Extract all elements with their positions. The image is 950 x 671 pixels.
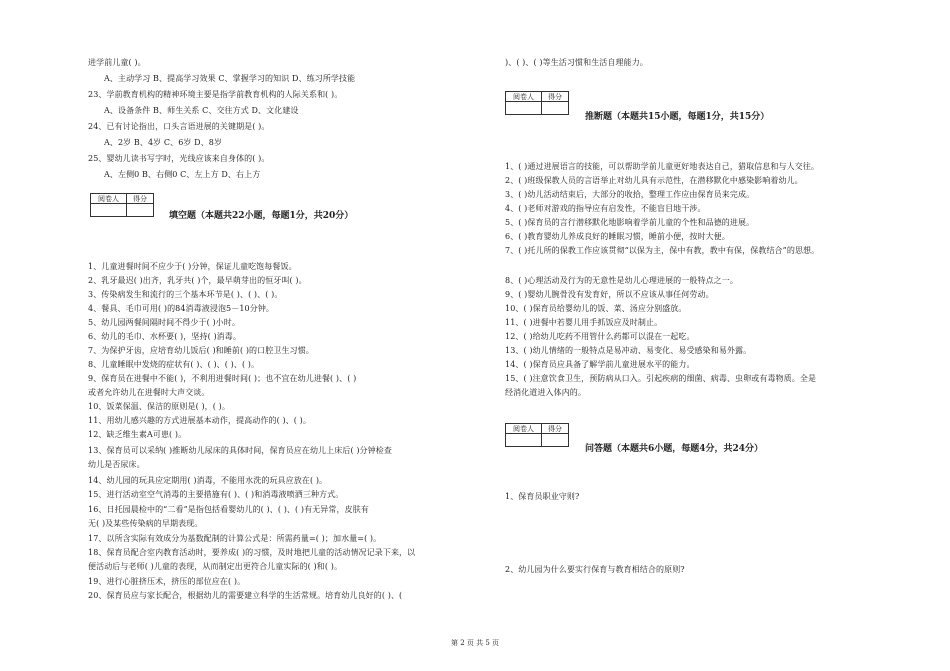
fill-item: 15、进行活动室空气消毒的主要措施有( )、( )和消毒液喷洒三种方式。 (88, 490, 344, 499)
grader-label: 阅卷人 (506, 92, 542, 102)
question-line: 25、婴幼儿读书写字时，光线应该来自身体的( )。 (88, 154, 270, 163)
section-title-qa: 问答题（本题共6小题，每题4分，共24分） (585, 444, 764, 454)
fill-item: 18、保育员配合室内教育活动时，要养成( )的习惯，及时地把儿童的活动情况记录下来，以 (88, 548, 416, 557)
judge-item: 11、( )进餐中若婴儿用手抓饭应及时制止。 (505, 318, 663, 327)
answer-options: A、设备条件 B、师生关系 C、交往方式 D、文化建设 (104, 106, 299, 115)
grader-label: 阅卷人 (91, 194, 127, 204)
score-box (90, 193, 154, 217)
qa-item: 1、保育员职业守则? (505, 492, 580, 501)
judge-item: 9、( )婴幼儿腕骨没有发育好，所以不应该从事任何劳动。 (505, 290, 714, 299)
judge-item: 8、( )心理活动及行为的无意性是幼儿心理进展的一般特点之一。 (505, 276, 738, 285)
fill-item: 9、保育员在进餐中不能( )，不利用进餐时间( )；也不宜在幼儿进餐( )、( ) (88, 374, 357, 383)
question-line: 23、学前教育机构的精神环境主要是指学前教育机构的人际关系和( )。 (88, 90, 343, 99)
fill-item: 4、餐具、毛巾可用( )的84消毒液浸泡5－10分钟。 (88, 304, 275, 313)
judge-item: 6、( )教育婴幼儿养成良好的睡眠习惯，睡前小便，按时大便。 (505, 232, 730, 241)
answer-options: A、左侧0 B、右侧0 C、左上方 D、右上方 (104, 170, 261, 179)
judge-item: 15、( )注意饮食卫生，预防病从口入。引起疾病的细菌、病毒、虫卵或有毒物质。全是 (505, 374, 817, 383)
judge-item: 12、( )给幼儿吃药不用管什么药都可以混在一起吃。 (505, 332, 695, 341)
fill-item: 16、日托园晨检中的“二看”是指包括看婴幼儿的( )、( )、( )有无异常，皮肤有 (88, 505, 369, 514)
section-title-fill: 填空题（本题共22小题，每题1分，共20分） (169, 211, 354, 221)
section-title-judge: 推断题（本题共15小题，每题1分，共15分） (585, 112, 770, 122)
fill-item: 7、为保护牙齿，应培育幼儿饭后( )和睡前( )的口腔卫生习惯。 (88, 346, 314, 355)
fill-item: 19、进行心脏挤压术，挤压的部位应在( )。 (88, 577, 246, 586)
judge-item: 3、( )幼儿活动结束后，大部分的收拾，整理工作应由保育员来完成。 (505, 190, 755, 199)
fill-item: 11、用幼儿感兴趣的方式进展基本动作，提高动作的( )、( )。 (88, 416, 311, 425)
score-box (505, 91, 569, 115)
fill-item: 12、缺乏维生素A可患( )。 (88, 430, 187, 439)
fill-item: 3、传染病发生和流行的三个基本环节是( )、( )、( )。 (88, 290, 283, 299)
judge-item: 经消化道进入体内的。 (505, 388, 586, 397)
fill-item: 20、保育员应与家长配合，根据幼儿的需要建立科学的生活常规。培育幼儿良好的( )、( (88, 591, 403, 600)
grader-label: 阅卷人 (506, 424, 542, 434)
fill-item: 6、幼儿的毛巾、水杯要( )，坚持( )消毒。 (88, 332, 241, 341)
score-label: 得分 (542, 424, 568, 434)
page-number: 第 2 页 共 5 页 (450, 639, 500, 647)
qa-item: 2、幼儿园为什么要实行保育与教育相结合的原则? (505, 565, 685, 574)
fill-item: 5、幼儿园两餐间隔时间不得少于( )小时。 (88, 318, 240, 327)
fill-item: 17、以所含实际有效成分为基数配制的计算公式是：所需药量=( )；加水量=( )。 (88, 534, 382, 543)
fill-item: 或者允许幼儿在进餐时大声交谈。 (88, 388, 210, 397)
fill-item: 13、保育员可以采纳( )推断幼儿尿床的具体时间，保育员应在幼儿上床后( )分钟检查 (88, 446, 392, 455)
judge-item: 5、( )保育员的言行潜移默化地影响着学前儿童的个性和品德的进展。 (505, 218, 755, 227)
grader-cell (506, 434, 542, 446)
judge-item: 14、( )保育员应具备了解学前儿童进展水平的能力。 (505, 360, 695, 369)
question-line: 24、已有讨论指出，口头言语进展的关键期是( )。 (88, 122, 270, 131)
judge-item: 10、( )保育员给婴幼儿的饭、菜、汤应分别盛放。 (505, 304, 687, 313)
fill-item: 1、儿童进餐时间不应少于( )分钟，保证儿童吃饱每餐饭。 (88, 262, 297, 271)
judge-item: 1、( )通过进展语言的技能，可以帮助学前儿童更好地表达自己，猎取信息和与人交往。 (505, 162, 819, 171)
fill-item: 便活动后与老师( )儿童的表现，从而制定出更符合儿童实际的( )和( )。 (88, 562, 343, 571)
score-box (505, 423, 569, 447)
score-label: 得分 (127, 194, 153, 204)
fill-item: 2、乳牙最迟( )出齐，乳牙共( )个，最早萌芽出的恒牙叫( )。 (88, 276, 307, 285)
question-line: 进学前儿童( )。 (88, 58, 146, 67)
fill-item: 14、幼儿园的玩具应定期用( )消毒，不能用水洗的玩具应放在( )。 (88, 476, 328, 485)
judge-item: 13、( )幼儿情绪的一般特点是易冲动、易变化、易受感染和易外露。 (505, 346, 752, 355)
answer-options: A、2岁 B、4岁 C、6岁 D、8岁 (104, 138, 223, 147)
judge-item: 2、( )班级保教人员的言语举止对幼儿具有示范性，在潜移默化中感染影响着幼儿。 (505, 176, 803, 185)
score-cell (127, 204, 153, 216)
grader-cell (506, 102, 542, 114)
judge-item: 7、( )托儿所的保教工作应该贯彻“以保为主，保中有教，教中有保，保教结合”的思想。 (505, 246, 820, 255)
score-label: 得分 (542, 92, 568, 102)
grader-cell (91, 204, 127, 216)
fill-item: 无( )及某些传染病的早期表现。 (88, 519, 203, 528)
score-cell (542, 434, 568, 446)
score-cell (542, 102, 568, 114)
fill-item: 10、饭菜保温、保洁的原则是( )，( )。 (88, 402, 230, 411)
continued-line: )、( )、( )等生活习惯和生活自理能力。 (505, 58, 648, 67)
fill-item: 幼儿是否尿床。 (88, 460, 145, 469)
fill-item: 8、儿童睡眠中发烧的症状有( )、( )、( )、( )。 (88, 360, 260, 369)
answer-options: A、主动学习 B、提高学习效果 C、掌握学习的知识 D、练习所学技能 (104, 74, 356, 83)
judge-item: 4、( )老师对游戏的指导应有启发性，不能盲目地干涉。 (505, 204, 706, 213)
